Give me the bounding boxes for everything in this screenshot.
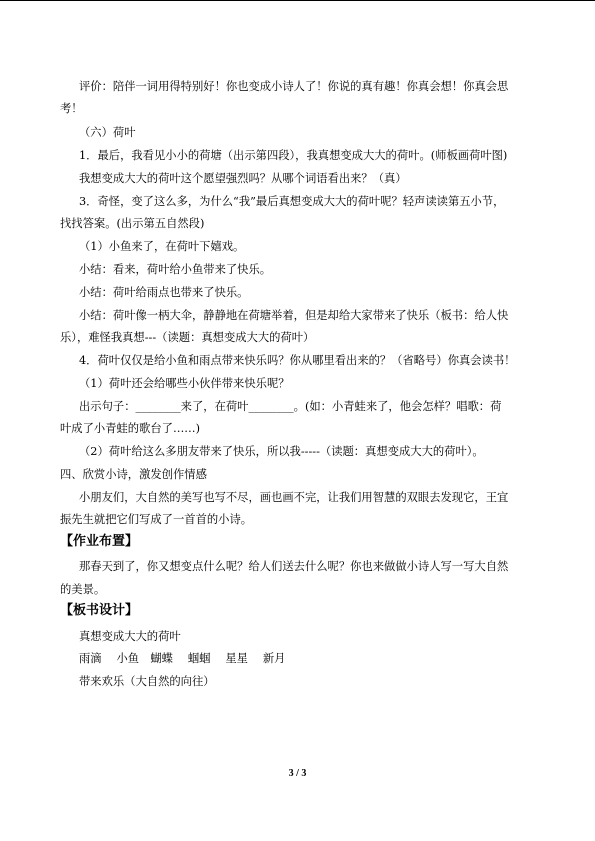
body-text-line: （2）荷叶给这么多朋友带来了快乐，所以我-----（读题：真想变成大大的荷叶）。	[79, 445, 484, 458]
body-text-line: 找找答案。(出示第五自然段)	[60, 217, 205, 230]
body-text-line: 出示句子：________来了，在荷叶________。(如：小青蛙来了，他会怎样？唱歌：荷	[79, 400, 502, 413]
body-text-line: （六）荷叶	[79, 126, 136, 139]
body-text-line: 叶成了小青蛙的歌台了……)	[60, 422, 200, 435]
board-design-line: 真想变成大大的荷叶	[79, 630, 181, 643]
homework-text-line: 那春天到了，你又想变点什么呢？给人们送去什么呢？你也来做做小诗人写一写大自然	[79, 560, 509, 573]
body-text-line: 四、欣赏小诗，激发创作情感	[60, 468, 207, 481]
body-text-line: 1．最后，我看见小小的荷塘（出示第四段），我真想变成大大的荷叶。(师板画荷叶图)	[79, 149, 508, 162]
body-text-line: 考！	[60, 102, 83, 115]
section-heading-board-design: 【板书设计】	[60, 603, 139, 618]
body-text-line: 小结：荷叶像一柄大伞，静静地在荷塘举着，但是却给大家带来了快乐（板书：给人快	[79, 309, 509, 322]
board-design-line: 带来欢乐（大自然的向往）	[79, 675, 215, 688]
body-text-line: 小朋友们，大自然的美写也写不尽，画也画不完，让我们用智慧的双眼去发现它，王宜	[79, 491, 509, 504]
body-text-line: 我想变成大大的荷叶这个愿望强烈吗？从哪个词语看出来？（真）	[79, 172, 407, 185]
body-text-line: 4．荷叶仅仅是给小鱼和雨点带来快乐吗？你从哪里看出来的？（省略号）你真会读书！	[79, 354, 516, 367]
body-text-line: （1）小鱼来了，在荷叶下嬉戏。	[79, 240, 245, 253]
body-text-line: 小结：荷叶给雨点也带来了快乐。	[79, 286, 249, 299]
body-text-line: 评价：陪伴一词用得特别好！你也变成小诗人了！你说的真有趣！你真会想！你真会思	[79, 80, 509, 93]
homework-text-line: 的美景。	[60, 583, 106, 596]
page-number: 3 / 3	[288, 768, 307, 779]
section-heading-homework: 【作业布置】	[60, 534, 139, 549]
body-text-line: 乐），难怪我真想---（读题：真想变成大大的荷叶）	[60, 331, 315, 344]
body-text-line: 小结：看来，荷叶给小鱼带来了快乐。	[79, 263, 272, 276]
body-text-line: 振先生就把它们写成了一首首的小诗。	[60, 513, 253, 526]
body-text-line: 3．奇怪，变了这么多，为什么“我”最后真想变成大大的荷叶呢？轻声读读第五小节，	[79, 195, 505, 208]
page-top-rule	[0, 0, 595, 1]
board-design-line: 雨滴 小鱼 蝴蝶 蝈蝈 星星 新月	[79, 652, 286, 665]
body-text-line: （1）荷叶还会给哪些小伙伴带来快乐呢？	[79, 377, 290, 390]
